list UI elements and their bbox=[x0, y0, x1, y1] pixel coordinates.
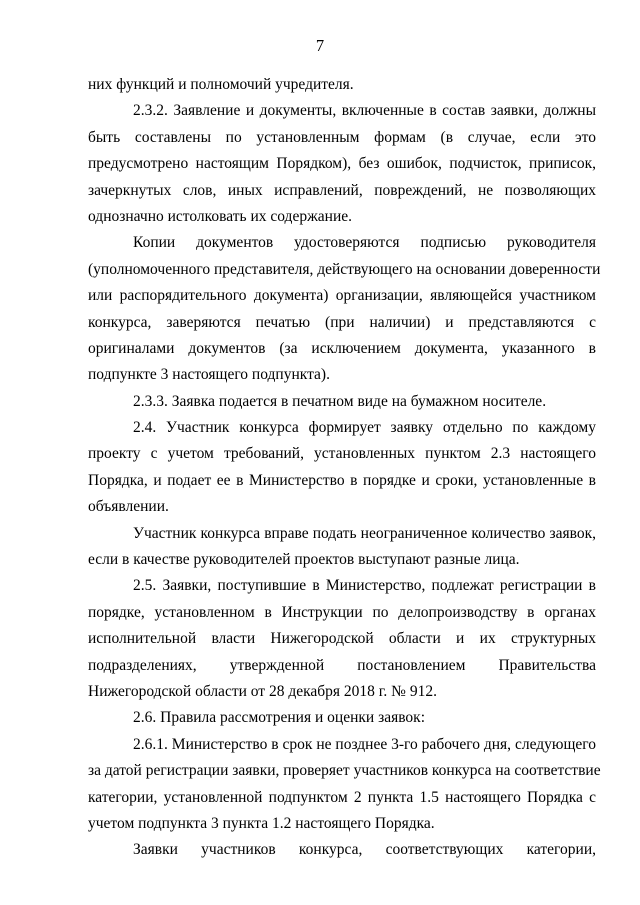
document-body bbox=[88, 72, 601, 864]
text-line: Участник конкурса вправе подать неограниченное количество заявок, bbox=[133, 524, 596, 542]
text-line: учетом подпункта 3 пункта 1.2 настоящего Порядка. bbox=[88, 814, 435, 832]
text-line: проекту с учетом требований, установленных пунктом 2.3 настоящего bbox=[88, 445, 596, 463]
text-line: быть составлены по установленным формам (в случае, если это bbox=[88, 128, 596, 146]
text-line: исполнительной власти Нижегородской области и их структурных bbox=[88, 630, 596, 648]
text-line: 2.5. Заявки, поступившие в Министерство, подлежат регистрации в bbox=[133, 577, 596, 595]
text-line: категории, установленной подпунктом 2 пункта 1.5 настоящего Порядка с bbox=[88, 788, 596, 806]
text-line: подпункте 3 настоящего подпункта). bbox=[88, 366, 330, 384]
text-line: них функций и полномочий учредителя. bbox=[88, 76, 354, 93]
text-line: Копии документов удостоверяются подписью руководителя bbox=[133, 234, 596, 252]
text-line: конкурса, заверяются печатью (при наличии) и представляются с bbox=[88, 313, 596, 331]
text-line: 2.3.3. Заявка подается в печатном виде на бумажном носителе. bbox=[133, 392, 547, 410]
text-line: 2.6. Правила рассмотрения и оценки заявок: bbox=[133, 709, 426, 727]
text-line: предусмотрено настоящим Порядком), без ошибок, подчисток, приписок, bbox=[88, 155, 596, 173]
text-line: Нижегородской области от 28 декабря 2018 г. № 912. bbox=[88, 682, 437, 700]
text-line: объявлении. bbox=[88, 498, 169, 516]
text-line: однозначно истолковать их содержание. bbox=[88, 207, 353, 225]
text-line: (уполномоченного представителя, действующего на основании доверенности bbox=[88, 260, 601, 278]
text-line: порядке, установленном в Инструкции по делопроизводству в органах bbox=[88, 603, 596, 621]
text-line: если в качестве руководителей проектов выступают разные лица. bbox=[88, 551, 520, 569]
text-line: за датой регистрации заявки, проверяет участников конкурса на соответствие bbox=[88, 762, 601, 780]
text-line: или распорядительного документа) организации, являющейся участником bbox=[88, 287, 596, 305]
text-line: зачеркнутых слов, иных исправлений, повреждений, не позволяющих bbox=[88, 181, 596, 199]
text-line: оригиналами документов (за исключением документа, указанного в bbox=[88, 339, 596, 357]
text-line: Порядка, и подает ее в Министерство в порядке и сроки, установленные в bbox=[88, 471, 596, 489]
text-line: подразделениях, утвержденной постановлением Правительства bbox=[88, 656, 596, 674]
text-line: Заявки участников конкурса, соответствующих категории, bbox=[133, 841, 596, 859]
text-line: 2.3.2. Заявление и документы, включенные в состав заявки, должны bbox=[133, 102, 596, 120]
text-line: 2.4. Участник конкурса формирует заявку отдельно по каждому bbox=[133, 419, 596, 437]
text-line: 2.6.1. Министерство в срок не позднее 3-го рабочего дня, следующего bbox=[133, 735, 596, 753]
page-number: 7 bbox=[315, 36, 325, 55]
